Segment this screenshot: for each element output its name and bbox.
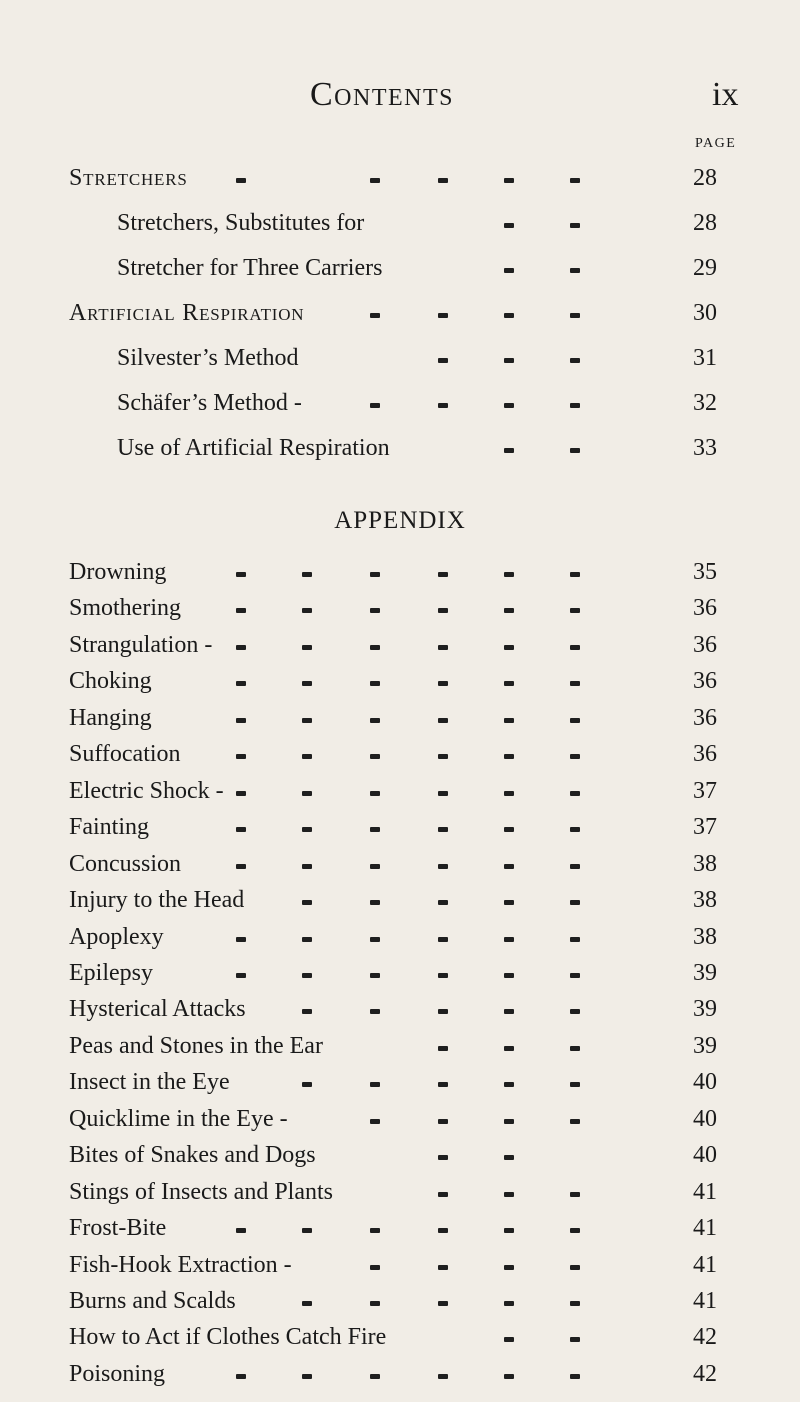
- appendix-entry[interactable]: [0, 1286, 800, 1316]
- toc-entry[interactable]: [0, 208, 800, 238]
- appendix-entry-title: Drowning: [69, 559, 167, 585]
- toc-section-stretchers[interactable]: [0, 163, 800, 193]
- appendix-entry-title: Suffocation: [69, 741, 181, 768]
- toc-page-number: 33: [693, 435, 717, 461]
- appendix-entry[interactable]: [0, 922, 800, 952]
- appendix-entry-title: Insect in the Eye: [69, 1069, 230, 1096]
- appendix-entry-title: Quicklime in the Eye -: [69, 1105, 288, 1132]
- appendix-page-number: 38: [693, 923, 717, 950]
- page-column-label: PAGE: [695, 136, 737, 151]
- toc-section-artificial-respiration[interactable]: [0, 298, 800, 328]
- appendix-entry[interactable]: [0, 703, 800, 733]
- toc-page-number: 29: [693, 255, 717, 281]
- toc-entry-title: Silvester’s Method: [117, 345, 299, 371]
- appendix-entry[interactable]: [0, 885, 800, 915]
- appendix-page-number: 41: [693, 1178, 717, 1205]
- appendix-page-number: 42: [693, 1360, 717, 1387]
- appendix-entry[interactable]: [0, 1140, 800, 1170]
- appendix-page-number: 36: [693, 704, 717, 731]
- toc-entry-title: Stretcher for Three Carriers: [117, 255, 383, 281]
- appendix-entry-title: Stings of Insects and Plants: [69, 1178, 333, 1205]
- appendix-entry-title: Strangulation -: [69, 631, 213, 658]
- appendix-page-number: 41: [693, 1288, 717, 1314]
- appendix-page-number: 40: [693, 1105, 717, 1132]
- appendix-entry[interactable]: [0, 958, 800, 988]
- appendix-entry-title: Burns and Scalds: [69, 1288, 236, 1314]
- appendix-entry[interactable]: [0, 1067, 800, 1097]
- appendix-entry[interactable]: [0, 1213, 800, 1243]
- appendix-entry-title: Bites of Snakes and Dogs: [69, 1142, 316, 1169]
- appendix-heading: APPENDIX: [334, 507, 466, 534]
- toc-page-number: 28: [693, 210, 717, 236]
- appendix-page-number: 40: [693, 1069, 717, 1096]
- toc-entry[interactable]: [0, 433, 800, 463]
- appendix-entry[interactable]: [0, 1322, 800, 1352]
- appendix-page-number: 42: [693, 1324, 717, 1351]
- appendix-page-number: 38: [693, 887, 717, 914]
- toc-entry-title: Schäfer’s Method -: [117, 390, 302, 416]
- appendix-page-number: 37: [693, 777, 717, 804]
- appendix-entry-title: Poisoning: [69, 1360, 166, 1387]
- appendix-entry[interactable]: [0, 812, 800, 842]
- appendix-entry-title: How to Act if Clothes Catch Fire: [69, 1324, 387, 1351]
- appendix-entry[interactable]: [0, 1104, 800, 1134]
- appendix-entry-title: Peas and Stones in the Ear: [69, 1032, 323, 1059]
- appendix-entry-title: Fainting: [69, 814, 150, 841]
- appendix-entry[interactable]: [0, 666, 800, 696]
- toc-entry[interactable]: [0, 343, 800, 373]
- appendix-entry[interactable]: [0, 776, 800, 806]
- appendix-entry[interactable]: [0, 849, 800, 879]
- appendix-page-number: 36: [693, 741, 717, 768]
- appendix-page-number: 40: [693, 1142, 717, 1169]
- appendix-entry[interactable]: [0, 739, 800, 769]
- appendix-entry-title: Hanging: [69, 704, 152, 731]
- appendix-page-number: 39: [693, 959, 717, 986]
- toc-page-number: 28: [693, 165, 717, 191]
- toc-entry[interactable]: [0, 253, 800, 283]
- appendix-entry-title: Smothering: [69, 595, 181, 622]
- appendix-entry-title: Fish-Hook Extraction -: [69, 1251, 292, 1278]
- appendix-entry[interactable]: [0, 1177, 800, 1207]
- appendix-entry-title: Choking: [69, 668, 152, 695]
- appendix-entry-title: Injury to the Head: [69, 887, 245, 914]
- appendix-entry[interactable]: [0, 1250, 800, 1280]
- appendix-page-number: 41: [693, 1251, 717, 1278]
- appendix-entry-title: Concussion: [69, 850, 182, 877]
- appendix-page-number: 39: [693, 996, 717, 1023]
- appendix-entry[interactable]: [0, 557, 800, 587]
- appendix-entry[interactable]: [0, 994, 800, 1024]
- toc-entry[interactable]: [0, 388, 800, 418]
- toc-section-title: Artificial Respiration: [69, 300, 305, 326]
- appendix-page-number: 39: [693, 1032, 717, 1059]
- appendix-page-number: 36: [693, 631, 717, 658]
- toc-entry-title: Stretchers, Substitutes for: [117, 210, 365, 236]
- running-title: Contents: [310, 76, 455, 113]
- appendix-entry-title: Frost-Bite: [69, 1215, 167, 1242]
- appendix-page-number: 36: [693, 595, 717, 622]
- toc-page-number: 31: [693, 345, 717, 371]
- appendix-page-number: 35: [693, 559, 717, 585]
- appendix-page-number: 41: [693, 1215, 717, 1242]
- appendix-page-number: 36: [693, 668, 717, 695]
- folio-page-number: ix: [712, 76, 739, 113]
- appendix-page-number: 38: [693, 850, 717, 877]
- toc-page-number: 30: [693, 300, 717, 326]
- appendix-entry-title: Epilepsy: [69, 959, 153, 986]
- appendix-entry[interactable]: [0, 1031, 800, 1061]
- appendix-entry-title: Electric Shock -: [69, 777, 224, 804]
- appendix-page-number: 37: [693, 814, 717, 841]
- appendix-entry[interactable]: [0, 630, 800, 660]
- toc-entry-title: Use of Artificial Respiration: [117, 435, 390, 461]
- toc-section-title: Stretchers: [69, 165, 188, 191]
- appendix-entry-title: Hysterical Attacks: [69, 996, 246, 1023]
- appendix-entry[interactable]: [0, 1359, 800, 1389]
- appendix-entry-title: Apoplexy: [69, 923, 164, 950]
- running-head: [0, 76, 800, 116]
- appendix-entry[interactable]: [0, 593, 800, 623]
- toc-page-number: 32: [693, 390, 717, 416]
